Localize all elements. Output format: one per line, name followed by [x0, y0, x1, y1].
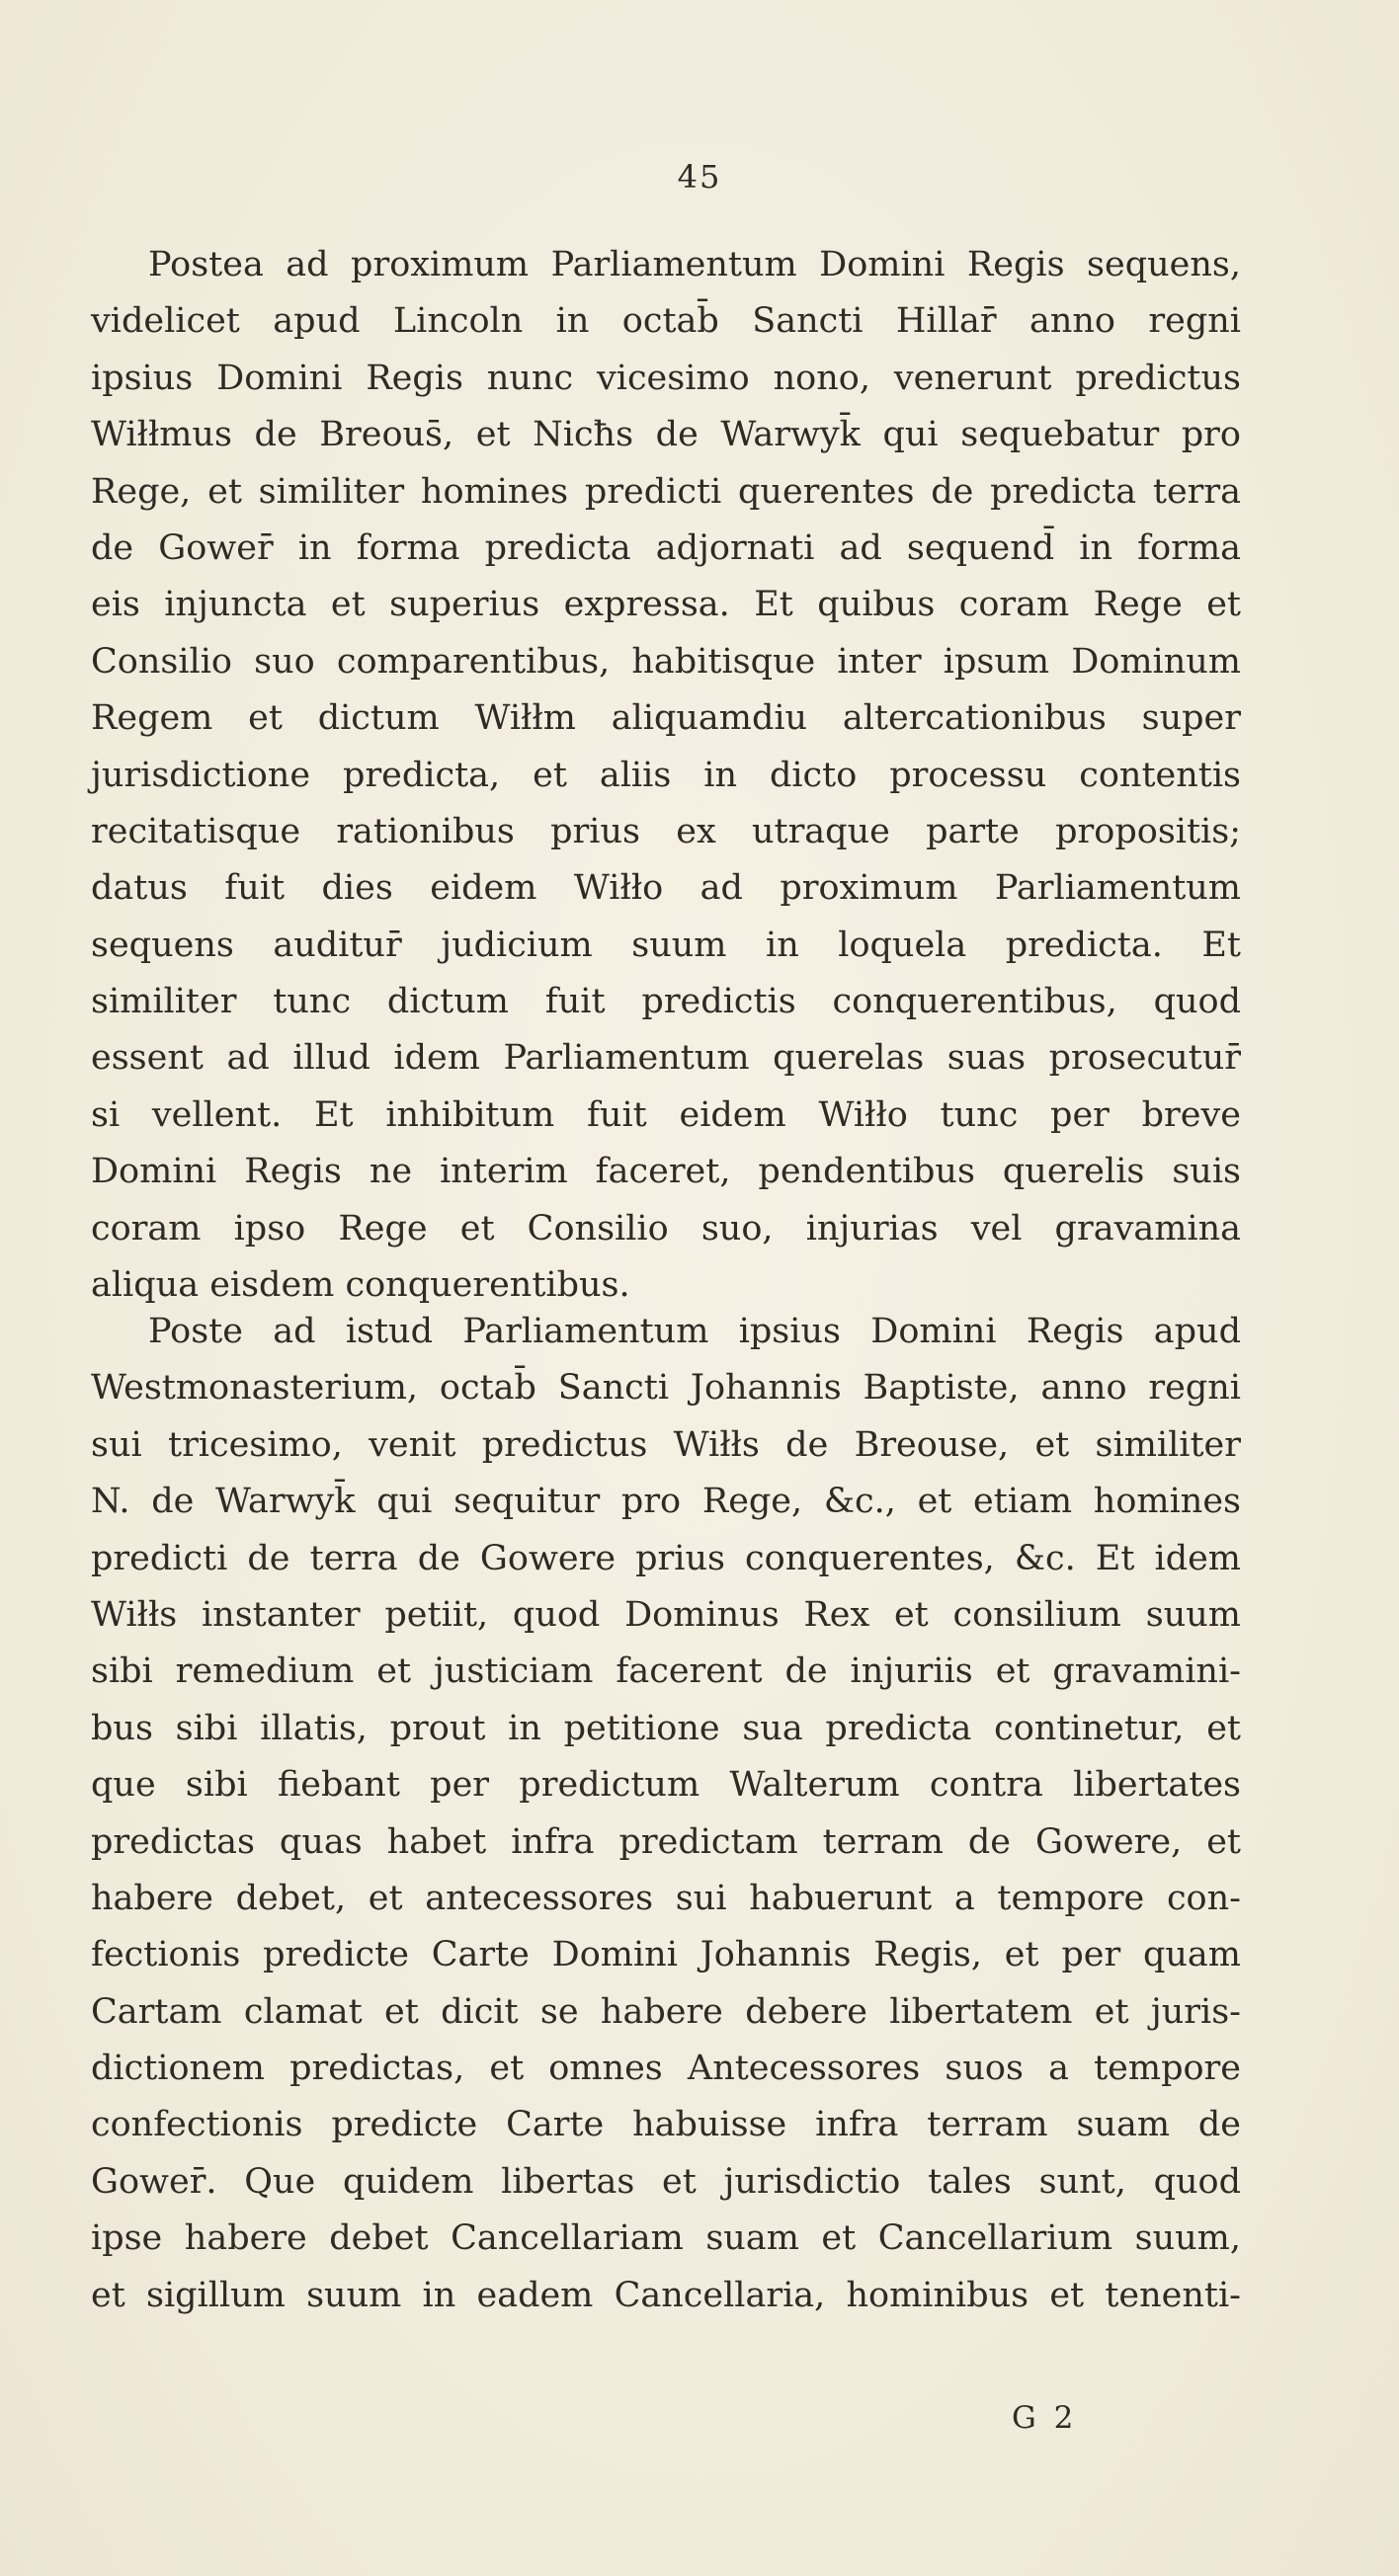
text-line: recitatisque rationibus prius ex utraque parte propositis;	[91, 811, 1241, 851]
text-line: si vellent. Et inhibitum fuit eidem Wiłło tunc per breve	[91, 1094, 1241, 1135]
text-line: jurisdictione predicta, et aliis in dicto processu contentis	[91, 755, 1241, 795]
text-line: Consilio suo comparentibus, habitisque inter ipsum Dominum	[91, 641, 1241, 682]
text-line: bus sibi illatis, prout in petitione sua predicta continetur, et	[91, 1708, 1241, 1748]
text-line: videlicet apud Lincoln in octab̄ Sancti Hillar̄ anno regni	[91, 301, 1241, 342]
paragraph-1	[91, 237, 1241, 1314]
text-line: que sibi fiebant per predictum Walterum contra libertates	[91, 1765, 1241, 1806]
text-line: Gower̄. Que quidem libertas et jurisdictio tales sunt, quod	[91, 2161, 1241, 2202]
text-line: eis injuncta et superius expressa. Et quibus coram Rege et	[91, 585, 1241, 625]
text-line: Cartam clamat et dicit se habere debere libertatem et juris-	[91, 1991, 1241, 2032]
text-line: datus fuit dies eidem Wiłło ad proximum Parliamentum	[91, 868, 1241, 909]
text-line: Wiłłs instanter petiit, quod Dominus Rex et consilium suum	[91, 1594, 1241, 1635]
text-line: dictionem predictas, et omnes Antecessores suos a tempore	[91, 2049, 1241, 2089]
text-line: sibi remedium et justiciam facerent de injuriis et gravamini-	[91, 1651, 1241, 1692]
text-line: Wiłłmus de Breous̄, et Nicħs de Warwyk̄ qui sequebatur pro	[91, 415, 1241, 455]
text-line: Rege, et similiter homines predicti querentes de predicta terra	[91, 471, 1241, 512]
text-line: aliqua eisdem conquerentibus.	[91, 1265, 630, 1306]
text-line: N. de Warwyk̄ qui sequitur pro Rege, &c., et etiam homines	[91, 1482, 1241, 1522]
signature-mark: G 2	[1012, 2400, 1078, 2436]
text-line: de Gower̄ in forma predicta adjornati ad sequend̄ in forma	[91, 527, 1241, 568]
text-line: Westmonasterium, octab̄ Sancti Johannis Baptiste, anno regni	[91, 1368, 1241, 1409]
text-line: coram ipso Rege et Consilio suo, injurias vel gravamina	[91, 1208, 1241, 1248]
text-line: ipsius Domini Regis nunc vicesimo nono, venerunt predictus	[91, 358, 1241, 398]
text-line: Poste ad istud Parliamentum ipsius Domini Regis apud	[148, 1312, 1241, 1351]
text-line: sequens auditur̄ judicium suum in loquela predicta. Et	[91, 925, 1241, 965]
text-line: predicti de terra de Gowere prius conquerentes, &c. Et idem	[91, 1538, 1241, 1578]
text-line: et sigillum suum in eadem Cancellaria, hominibus et tenenti-	[91, 2275, 1241, 2315]
text-line: Domini Regis ne interim faceret, pendentibus querelis suis	[91, 1152, 1241, 1192]
text-line: confectionis predicte Carte habuisse infra terram suam de	[91, 2105, 1241, 2145]
paragraph-2	[91, 1304, 1241, 2324]
page-number: 45	[677, 158, 722, 196]
text-line: similiter tunc dictum fuit predictis conquerentibus, quod	[91, 982, 1241, 1022]
text-line: Postea ad proximum Parliamentum Domini Regis sequens,	[148, 245, 1241, 284]
text-line: fectionis predicte Carte Domini Johannis Regis, et per quam	[91, 1935, 1241, 1975]
text-line: predictas quas habet infra predictam terram de Gowere, et	[91, 1821, 1241, 1862]
text-line: Regem et dictum Wiłłm aliquamdiu altercationibus super	[91, 698, 1241, 739]
text-line: habere debet, et antecessores sui habuerunt a tempore con-	[91, 1878, 1241, 1918]
text-line: sui tricesimo, venit predictus Wiłłs de Breouse, et similiter	[91, 1424, 1241, 1465]
text-line: essent ad illud idem Parliamentum querelas suas prosecutur̄	[91, 1038, 1241, 1079]
text-line: ipse habere debet Cancellariam suam et Cancellarium suum,	[91, 2218, 1241, 2259]
